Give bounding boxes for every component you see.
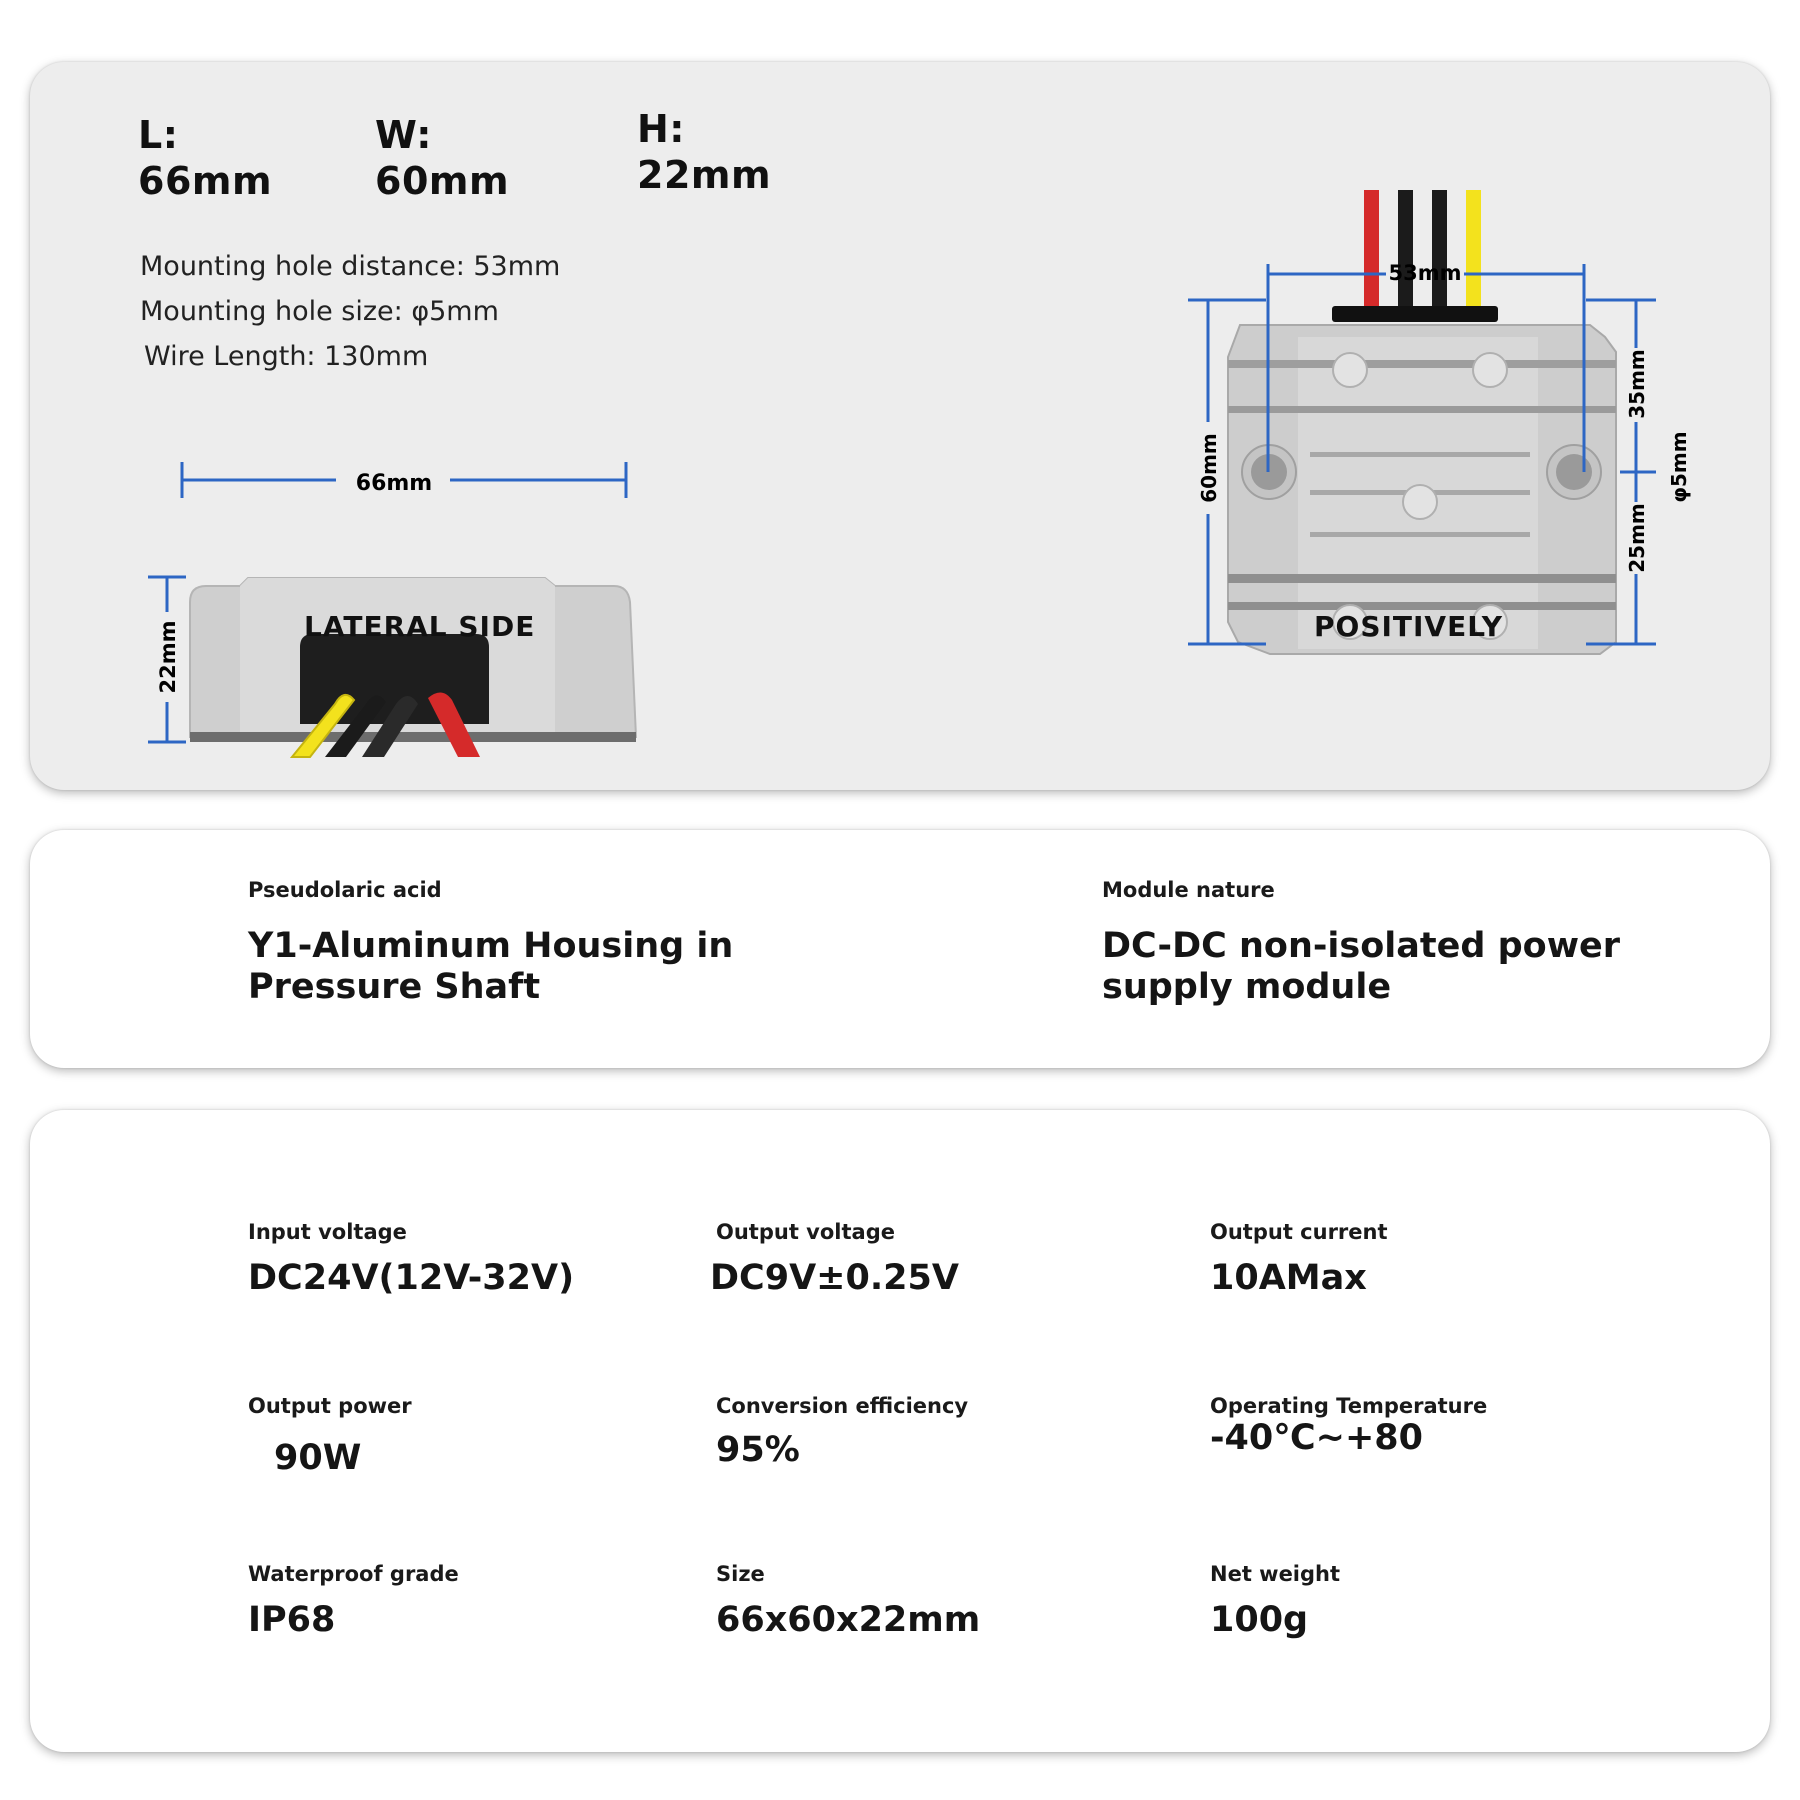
front-height-dim: 60mm xyxy=(1197,433,1221,503)
front-wires xyxy=(1332,190,1498,322)
length-dimension xyxy=(138,112,272,204)
spec-label: Operating Temperature xyxy=(1210,1394,1488,1418)
spec-value: -40℃~+80 xyxy=(1210,1418,1423,1458)
length-label: L: xyxy=(138,113,179,157)
front-hole-dim: φ5mm xyxy=(1667,431,1691,503)
spec-value: 100g xyxy=(1210,1600,1309,1640)
spec-value: 95% xyxy=(716,1430,800,1470)
front-view-diagram xyxy=(1120,122,1760,682)
spec-label: Output current xyxy=(1210,1220,1388,1244)
spec-label: Output power xyxy=(248,1394,412,1418)
material-value-line1: Y1-Aluminum Housing in xyxy=(248,926,734,966)
spec-value: 66x60x22mm xyxy=(716,1600,981,1640)
width-dimension xyxy=(375,112,509,204)
spec-value: 90W xyxy=(274,1438,362,1478)
spec-value: 10AMax xyxy=(1210,1258,1367,1298)
nature-label: Module nature xyxy=(1102,878,1275,902)
lateral-side-caption: LATERAL SIDE xyxy=(304,610,536,643)
front-hole-distance-dim: 53mm xyxy=(1388,261,1462,285)
spec-value: IP68 xyxy=(248,1600,336,1640)
height-label: H: xyxy=(637,107,685,151)
spec-item-output-power xyxy=(248,1394,412,1478)
spec-item-size xyxy=(716,1562,980,1640)
spec-item-input-voltage xyxy=(248,1220,574,1298)
spec-value: DC24V(12V-32V) xyxy=(248,1258,575,1298)
spec-item-conversion-efficiency xyxy=(716,1394,968,1470)
nature-value-line1: DC-DC non-isolated power xyxy=(1102,926,1621,966)
front-housing xyxy=(1228,325,1616,654)
spec-value: DC9V±0.25V xyxy=(710,1258,959,1298)
wire-gland xyxy=(1332,306,1498,322)
lateral-housing xyxy=(190,578,636,742)
spec-item-net-weight xyxy=(1210,1562,1340,1640)
height-dimension xyxy=(637,106,771,198)
front-top-dim: 35mm xyxy=(1625,349,1649,419)
spec-label: Input voltage xyxy=(248,1220,407,1244)
material-value xyxy=(248,926,733,1008)
spec-item-waterproof-grade xyxy=(248,1562,459,1640)
lateral-width-dim: 66mm xyxy=(355,471,433,496)
length-value: 66mm xyxy=(138,159,273,203)
dimensions-card xyxy=(30,62,1770,790)
nature-block xyxy=(1102,878,1620,1008)
spec-item-output-voltage xyxy=(710,1220,959,1298)
mounting-specs xyxy=(140,244,560,379)
lateral-height-dim: 22mm xyxy=(156,620,180,694)
spec-label: Output voltage xyxy=(716,1220,895,1244)
red-wire xyxy=(1364,190,1379,308)
height-value: 22mm xyxy=(637,153,772,197)
black-wire-2 xyxy=(1432,190,1447,308)
material-block xyxy=(248,878,733,1008)
front-view-caption: POSITIVELY xyxy=(1314,610,1503,643)
yellow-wire xyxy=(1466,190,1481,308)
spec-item-output-current xyxy=(1210,1220,1388,1298)
spec-label: Conversion efficiency xyxy=(716,1394,969,1418)
module-info-card xyxy=(30,830,1770,1068)
nature-value-line2: supply module xyxy=(1102,967,1392,1007)
front-bottom-dim: 25mm xyxy=(1625,503,1649,573)
spec-label: Size xyxy=(716,1562,765,1586)
mounting-size-text: Mounting hole size: φ5mm xyxy=(140,296,499,327)
nature-value xyxy=(1102,926,1620,1008)
black-wire-1 xyxy=(1398,190,1413,308)
width-label: W: xyxy=(375,113,432,157)
wire-length-text: Wire Length: 130mm xyxy=(144,341,429,372)
material-value-line2: Pressure Shaft xyxy=(248,967,541,1007)
mounting-distance-text: Mounting hole distance: 53mm xyxy=(140,251,561,282)
spec-label: Waterproof grade xyxy=(248,1562,459,1586)
specifications-card xyxy=(30,1110,1770,1752)
spec-item-operating-temperature xyxy=(1210,1394,1487,1458)
width-value: 60mm xyxy=(375,159,510,203)
spec-label: Net weight xyxy=(1210,1562,1341,1586)
material-label: Pseudolaric acid xyxy=(248,878,442,902)
